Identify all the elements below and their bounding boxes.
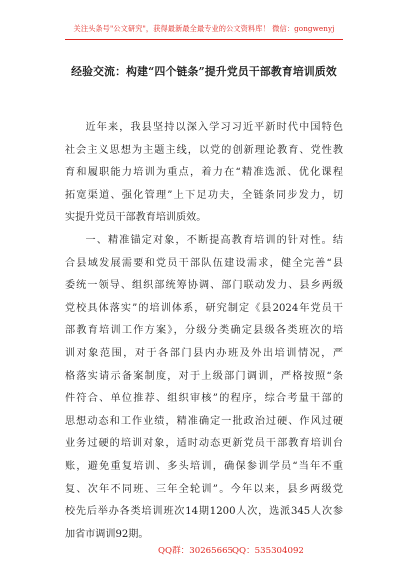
header-divider bbox=[65, 39, 343, 40]
text-line: 近年来，我县坚持以深入学习习近平新时代中国特色 bbox=[85, 122, 343, 133]
footer bbox=[0, 544, 408, 560]
footer-qq-group: QQ群：30265665 bbox=[158, 546, 234, 556]
text-line: 合县域发展需要和党员干部队伍建设需求，健全完善“县 bbox=[65, 257, 343, 269]
text-line: 一、精准锚定对象，不断提高教育培训的针对性。结 bbox=[85, 234, 343, 246]
text-line: 社会主义思想为主题主线，以党的创新理论教育、党性教 bbox=[65, 144, 343, 156]
text-line: 校先后举办各类培训班次14期1200人次，选派345人次参 bbox=[65, 506, 343, 518]
text-line: 实提升党员干部教育培训质效。 bbox=[65, 212, 207, 224]
footer-qq-number: QQ：535304092 bbox=[232, 546, 304, 556]
text-line: 账，避免重复培训、多头培训，确保参训学员“当年不重 bbox=[65, 460, 343, 472]
text-line: 训对象范围，对于各部门县内办班及外出培训情况，严 bbox=[65, 347, 343, 359]
text-line: 党校具体落实”的培训体系，研究制定《县2024年党员干 bbox=[65, 302, 343, 314]
text-line: 业务过硬的培训对象，适时动态更新党员干部教育培训台 bbox=[65, 438, 343, 450]
text-line: 复、次年不同班、三年全轮训”。今年以来，县乡两级党 bbox=[65, 483, 343, 495]
document-body bbox=[65, 117, 343, 546]
text-line: 加省市调训92期。 bbox=[65, 528, 149, 540]
text-line: 拓宽渠道、强化管理”上下足功夫，全链条同步发力，切 bbox=[65, 189, 343, 201]
header-banner: 关注头条号"公文研究"，获得最新最全最专业的公文资料库！ 微信：gongwenyj bbox=[73, 24, 335, 33]
text-line: 委统一领导、组织部统筹协调、部门联动发力、县乡两级 bbox=[65, 280, 343, 292]
text-line: 件符合、单位推荐、组织审核”的程序，综合考量干部的 bbox=[65, 393, 343, 405]
text-line: 育和履职能力培训为重点，着力在“精准选派、优化课程 bbox=[65, 167, 343, 179]
text-line: 格落实请示备案制度，对于上级部门调训，严格按照“条 bbox=[65, 370, 343, 382]
text-line: 部教育培训工作方案》，分级分类确定县级各类班次的培 bbox=[65, 325, 343, 337]
text-line: 思想动态和工作业绩，精准确定一批政治过硬、作风过硬 bbox=[65, 415, 343, 427]
document-title: 经验交流：构建“四个链条”提升党员干部教育培训质效 bbox=[71, 65, 337, 78]
